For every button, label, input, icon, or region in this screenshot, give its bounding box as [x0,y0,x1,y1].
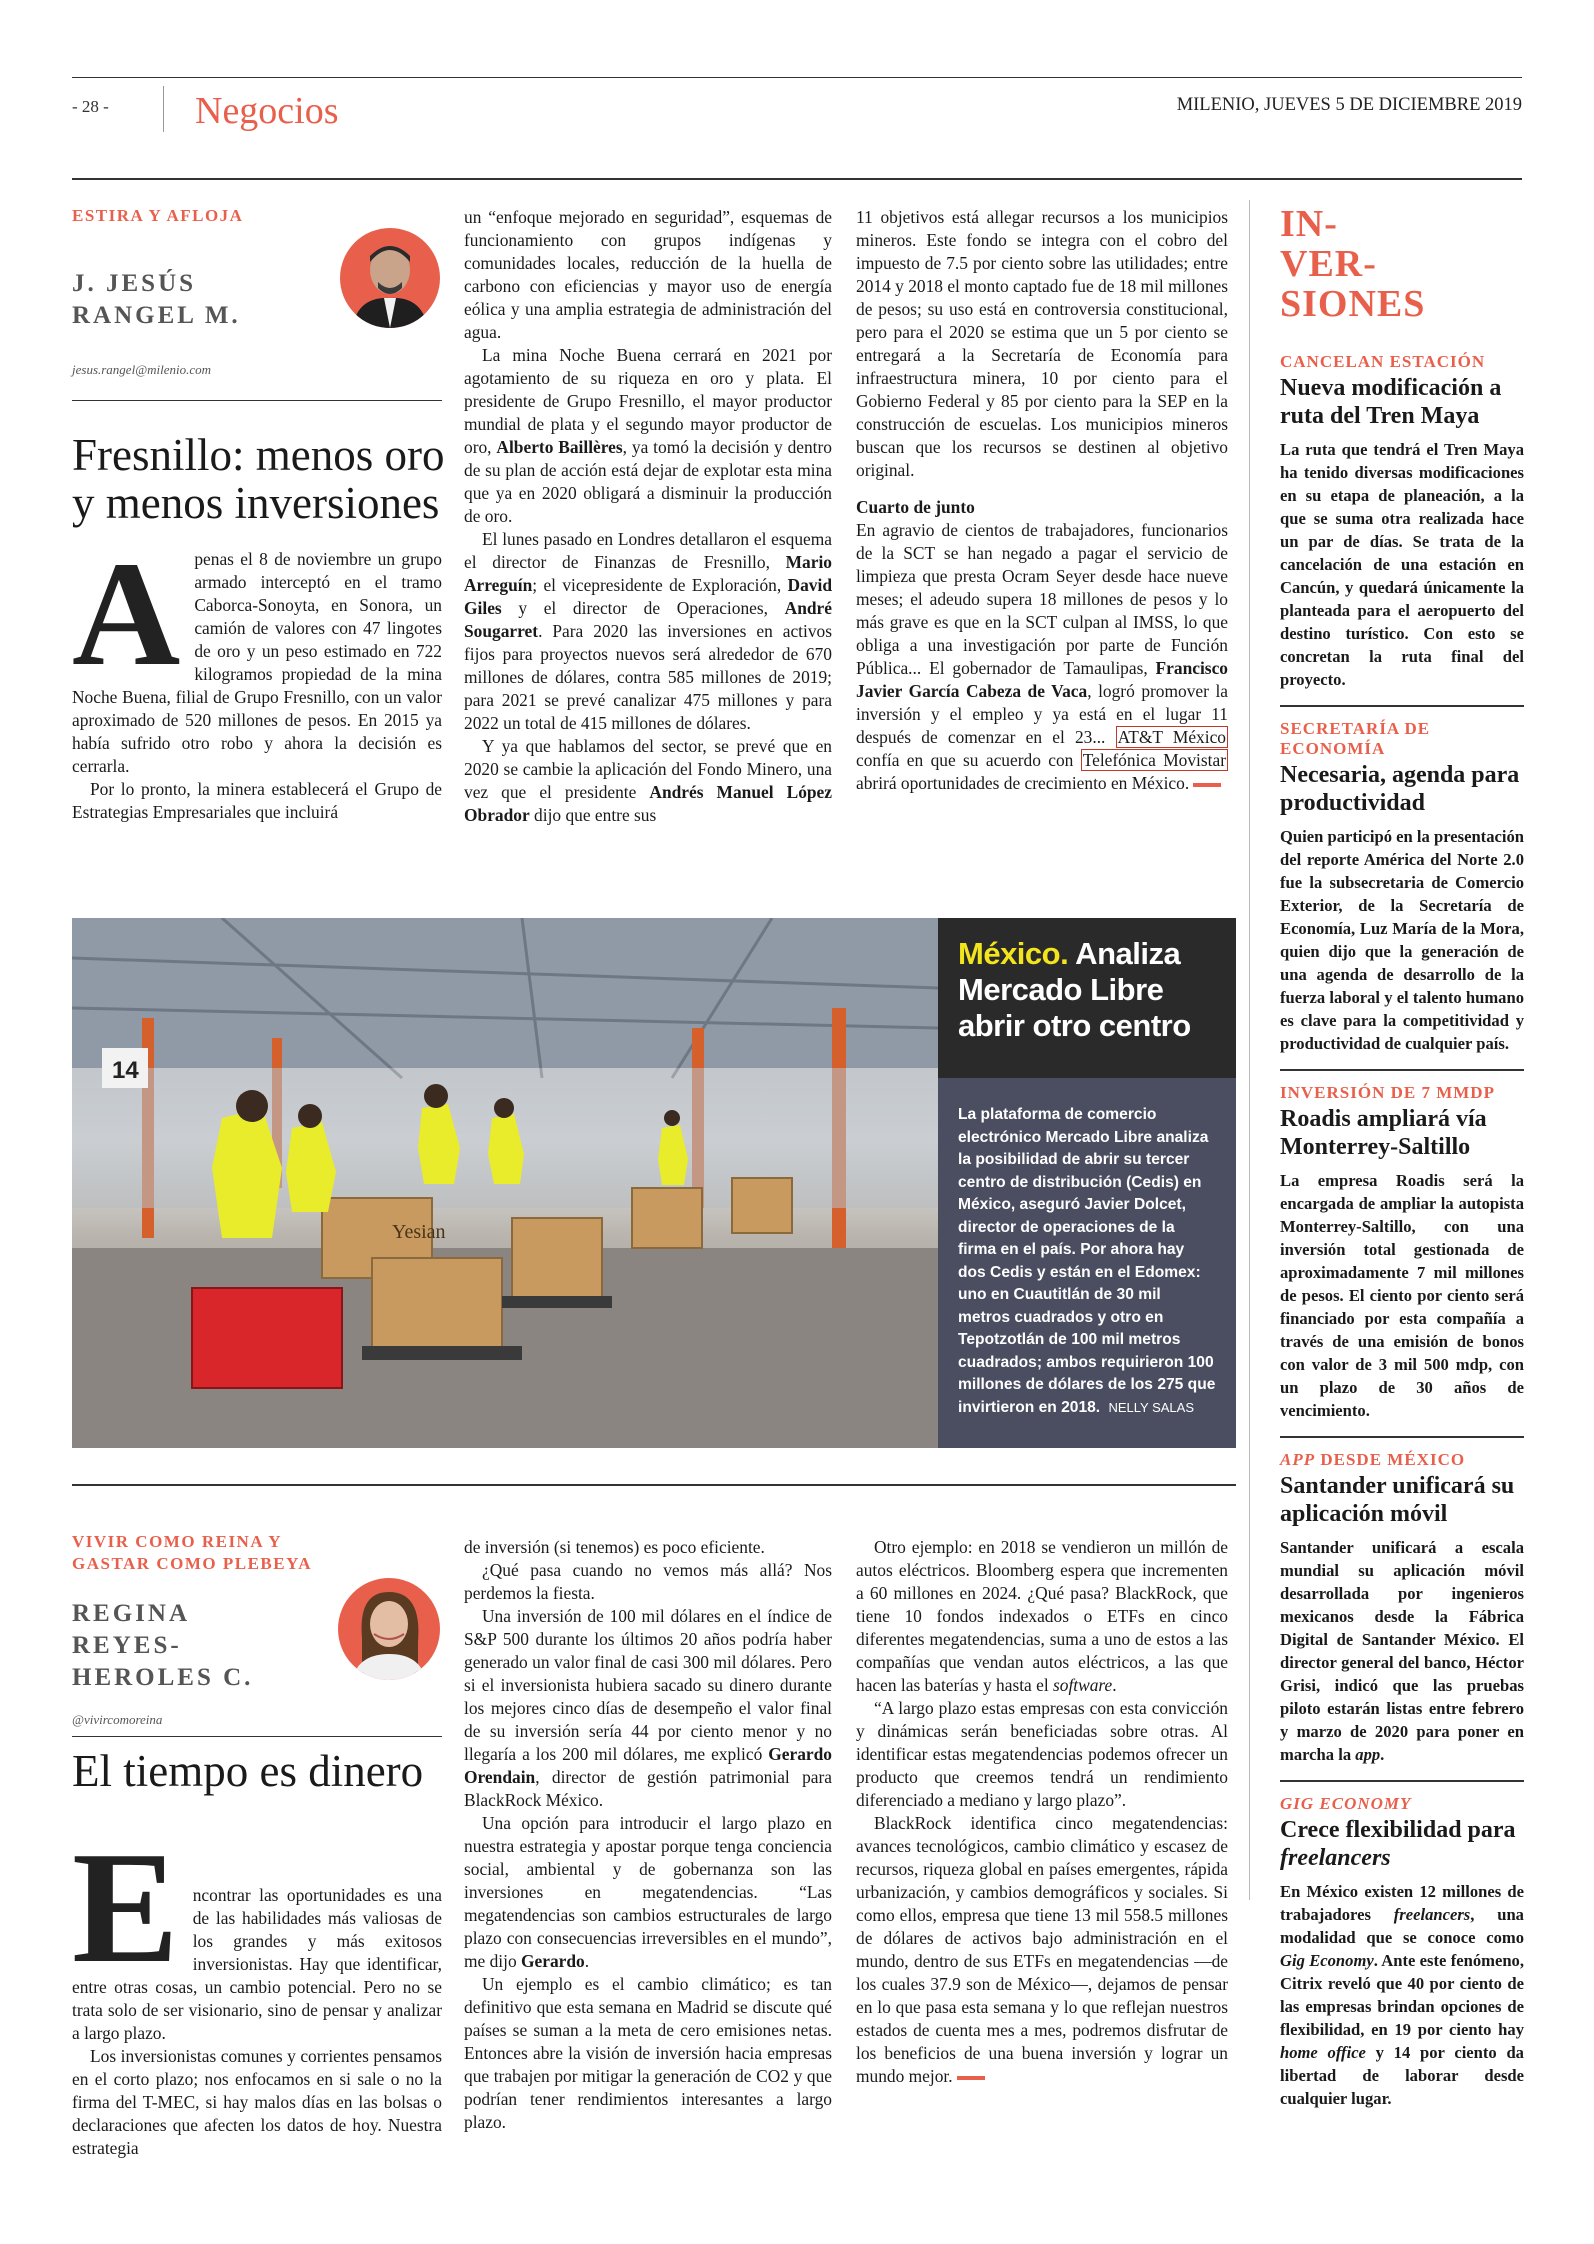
section-rule [72,1484,1236,1486]
section-tag: ESTIRA Y AFLOJA [72,206,244,225]
person-name: Francisco Javier García Cabeza de Vaca [856,658,1228,701]
end-mark [957,2076,985,2080]
bay-number: 14 [112,1057,139,1084]
headline-accent: México. [958,936,1069,971]
column-6 [856,1536,1228,2088]
article-headline: El tiempo es dinero [72,1746,424,1796]
author-portrait [338,1578,440,1680]
author-name-line3: HEROLES C. [72,1664,254,1691]
person-name: André Sougarret [464,598,832,641]
author-handle: @vivircomoreina [72,1712,163,1727]
paragraph: de inversión (si tenemos) es poco eficiente. [464,1537,765,1557]
photo-text-box [938,1078,1236,1448]
lead-text: ncontrar las oportunidades es una de las habilidades más valiosas de los grandes y más exitosos inversionistas. Hay que identificar, entre otras cosas, un cambio potencial. Pero no se trata solo de ser visionario, sino de pensar y analizar a largo plazo. [72,1885,442,2043]
paragraph: Por lo pronto, la minera establecerá el Grupo de Estrategias Empresariales que incluirá [72,779,442,822]
sidebar-divider [1280,705,1524,707]
paragraph: 11 objetivos está allegar recursos a los municipios mineros. Este fondo se integra con el cobro del impuesto de 7.5 por ciento sobre las utilidades; entre 2014 y 2018 el monto captado fue de 18 mil millones de pesos; su uso está en controversia constitucional, pero para el 2020 se estima que un 5 por ciento se entregará a la Secretaría de Economía para infraestructura minera, 10 por ciento para el Gobierno Federal y 85 por ciento para la SEP en la construcción de escuelas. Los municipios mineros buscan que los recursos se destinen al objetivo original. [856,207,1228,480]
photo-headline: México. Analiza Mercado Libre abrir otro centro [958,936,1191,1043]
page-number: - 28 - [72,97,109,116]
paragraph: En agravio de cientos de trabajadores, funcionarios de la SCT se han negado a pagar el servicio de limpieza que presta Ocram Seyer desde hace nueve meses; el adeudo supera 18 millones de pesos y lo más grave es que en la SCT culpan al IMSS, lo que obliga a una investigación por parte de Función Pública... El gobernador de Tamaulipas, Francisco Javier García Cabeza de Vaca, logró promover la inversión y el empleo y ya está en el lugar 11 después de comenzar en el 23... AT&T México confía en que su acuerdo con Telefónica Movistar abrirá oportunidades de crecimiento en México. [856,520,1229,793]
paragraph: “A largo plazo estas empresas con esta convicción y dinámicas serán beneficiadas sobre otras. Al identificar estas megatendencias podemos ofrecer un producto que creemos tendrá un rendimiento diferenciado a mediano y largo plazo”. [856,1698,1228,1810]
article-headline-line1: Fresnillo: menos oro [72,430,445,480]
paragraph: Una opción para introducir el largo plazo en nuestra estrategia y apostar porque tenga conciencia social, ambiental y de gobernanza son las inversiones en megatendencias. “Las megatendencias son cambios estructurales de largo plazo con consecuencias irreversibles en el mundo”, me dijo Gerardo. [464,1813,832,1971]
author-portrait [340,228,440,328]
author-name-line1: REGINA [72,1600,191,1627]
author-name-line2: REYES- [72,1632,182,1659]
author-divider [72,400,442,401]
article-headline-line2: y menos inversiones [72,478,440,528]
author-name-line2: RANGEL M. [72,302,241,329]
photo-headline-box [938,918,1236,1078]
paragraph: Otro ejemplo: en 2018 se vendieron un millón de autos eléctricos. Bloomberg espera que incrementen a 60 millones en 2024. ¿Qué pasa? BlackRock, que tiene 10 fondos indexados o ETFs en cinco diferentes megatendencias, suma a uno de estos a las compañías que vendan autos eléctricos, a las que hacen las baterías y hasta el software. [856,1537,1228,1695]
paragraph: Los inversionistas comunes y corrientes pensamos en el corto plazo; nos enfocamos en si sale o no la firma del T-MEC, si hay malos días en las bolsas o declaraciones que afecten los datos de hoy. Nuestra estrategia [72,2046,442,2158]
paragraph: un “enfoque mejorado en seguridad”, esquemas de funcionamiento con grupos indígenas y comunidades locales, reducción de la huella de carbono con eficiencias y mayor uso de energía eólica y una amplia estrategia de administración del agua. [464,207,832,342]
sidebar-divider [1280,1436,1524,1438]
company-name: Telefónica Movistar [1082,750,1226,770]
top-rule [72,77,1522,78]
person-name: David Giles [464,575,832,618]
sidebar-item-tren-maya: CANCELAN ESTACIÓN Nueva modificación a ruta del Tren Maya La ruta que tendrá el Tren Maya ha tenido diversas modificaciones en su etapa de planeación, a la que se suma otra realizada hace un par de días. Se trata de la cancelación de una estación en Cancún, y quedará únicamente la planteada para el aeropuerto del destino turístico. Con esto se concretan la ruta final del proyecto. [1280,352,1524,689]
paragraph: El lunes pasado en Londres detallaron el esquema el director de Finanzas de Fresnillo, Mario Arreguín; el vicepresidente de Exploración, David Giles y el director de Operaciones, André Sougarret. Para 2020 las inversiones en activos fijos para proyectos nuevos será alrededor de 670 millones de dólares, contra 585 millones de 2019; para 2021 se prevé canalizar 475 millones y para 2022 un total de 415 millones de dólares. [464,529,832,733]
paragraph: BlackRock identifica cinco megatendencias: avances tecnológicos, cambio climático y escasez de recursos, riqueza global en países emergentes, rápida urbanización, y cambios demográficos y sociales. Si como ellos, empresa que tiene 13 mil 558.5 millones de dólares de activos bajo administración en el mundo, dentro de sus ETFs en megatendencias —de los cuales 37.9 son de México—, dejamos de pensar en lo que pasa esta semana y lo que reflejan nuestros estados de cuenta mes a mes, podremos disfrutar de los beneficios de una buena inversión y lograr un mundo mejor. [856,1813,1228,2086]
end-mark [1193,783,1221,787]
subhead: Cuarto de junto [856,497,975,517]
sidebar-item-economia: SECRETARÍA DE ECONOMÍA Necesaria, agenda para productividad Quien participó en la presentación del reporte América del Norte 2.0 fue la subsecretaria de Comercio Exterior, de la Secretaría de Economía, Luz María de la Mora, quien dijo que la generación de una agenda de desarrollo de la fuerza laboral y el talento humano es clave para la competitividad y productividad de cualquier país. [1280,719,1524,1053]
paragraph: Y ya que hablamos del sector, se prevé que en 2020 se cambie la aplicación del Fondo Minero, una vez que el presidente Andrés Manuel López Obrador dijo que entre sus [464,736,832,825]
column-5 [464,1536,832,2134]
drop-cap: A [72,531,181,697]
header-bottom-rule [72,178,1522,180]
sidebar-item-santander: APP DESDE MÉXICO Santander unificará su aplicación móvil Santander unificará a escala mundial su aplicación móvil desarrollada por ingenieros mexicanos desde la Fábrica Digital de Santander México. El director general del banco, Héctor Grisi, indicó que las pruebas piloto estarán listas entre febrero y marzo de 2020 para poner en marcha la app. [1280,1450,1524,1764]
sidebar-divider [1280,1780,1524,1782]
section-title: Negocios [195,90,339,132]
author-photo [340,228,440,328]
box-brand-label: Yesian [392,1221,446,1243]
company-name: AT&T México [1117,727,1226,747]
photo-credit: NELLY SALAS [1108,1399,1194,1415]
sidebar-divider [1280,1069,1524,1071]
author-divider [72,1736,442,1737]
person-name: Gerardo [521,1951,585,1971]
person-name: Gerardo Orendain [464,1744,832,1787]
person-name: Mario Arreguín [464,552,832,595]
drop-cap: E [72,1818,179,1996]
paragraph: Una inversión de 100 mil dólares en el índice de S&P 500 durante los últimos 20 años podría haber generado un valor final de casi 300 mil dólares. Pero si el inversionista hubiera sacado su dinero durante los mejores cinco días de desempeño el valor final de su inversión sería 44 por ciento menor y no llegaría a los 200 mil dólares, me explicó Gerardo Orendain, director de gestión patrimonial para BlackRock México. [464,1606,832,1810]
paragraph: Un ejemplo es el cambio climático; es tan definitivo que esta semana en Madrid se discute qué países se suman a la meta de cero emisiones netas. Entonces abre la visión de inversión hacia empresas que trabajen por mitigar la generación de CO2 y que podrían tener rendimientos interesantes a largo plazo. [464,1974,832,2132]
person-name: Andrés Manuel López Obrador [464,782,832,825]
sidebar-title: IN- VER- SIONES [1280,203,1426,325]
warehouse-illustration [72,918,938,1448]
warehouse-photo [72,918,938,1448]
masthead-date: MILENIO, JUEVES 5 DE DICIEMBRE 2019 [1176,95,1522,115]
sidebar-inversiones [1280,204,1524,2110]
sidebar-item-gig-economy: GIG ECONOMY Crece flexibilidad para freelancers En México existen 12 millones de trabajadores freelancers, una modalidad que se conoce como Gig Economy. Ante este fenómeno, Citrix reveló que 40 por ciento de las empresas brindan opciones de flexibilidad, en 19 por ciento hay home office y 14 por ciento da libertad de laborar desde cualquier lugar. [1280,1794,1524,2108]
section-tag-line2: GASTAR COMO PLEBEYA [72,1554,313,1573]
person-name: Alberto Baillères [496,437,623,457]
paragraph: La mina Noche Buena cerrará en 2021 por agotamiento de su riqueza en oro y plata. El presidente de Grupo Fresnillo, el mayor productor mundial de plata y el segundo mayor productor de oro, Alberto Baillères, ya tomó la decisión y dentro de su plan de acción está dejar de explotar esta mina que ya en 2020 obligará a disminuir la producción de oro. [464,345,833,526]
author-photo [338,1578,440,1680]
sidebar-item-roadis: INVERSIÓN DE 7 MMDP Roadis ampliará vía Monterrey-Saltillo La empresa Roadis será la encargada de ampliar la autopista Monterrey-Saltillo, con una inversión total gestionada de aproximadamente 7 mil millones de pesos. El ciento por ciento será financiado por esta compañía a través de una emisión de bonos con valor de 3 mil 500 mdp, con un plazo de 30 años de vencimiento. [1280,1083,1524,1420]
lead-text: penas el 8 de noviembre un grupo armado interceptó en el tramo Caborca-Sonoyta, en Sonora, un camión de valores con 47 lingotes de oro y un peso estimado en 722 kilogramos propiedad de la mina Noche Buena, filial de Grupo Fresnillo, con un valor aproximado de 520 millones de pesos. En 2015 ya había sufrido otro robo y ahora la decisión es cerrarla. [72,549,442,776]
column-3 [856,206,1228,795]
article-body [72,531,442,824]
person-name: Luz María de la Mora [1359,919,1520,938]
column-2 [464,206,832,827]
author-name-line1: J. JESÚS [72,270,197,297]
article-body [72,1818,442,2160]
photo-caption: La plataforma de comercio electrónico Mercado Libre analiza la posibilidad de abrir su tercer centro de distribución (Cedis) en México, aseguró Javier Dolcet, director de operaciones de la firma en el país. Por ahora hay dos Cedis y están en el Edomex: uno en Cuautitlán de 30 mil metros cuadrados y otro en Tepotzotlán de 100 mil metros cuadrados; ambos requirieron 100 millones de dólares de los 275 que invirtieron en 2018. NELLY SALAS [958,1106,1216,1416]
section-tag-line1: VIVIR COMO REINA Y [72,1532,283,1551]
paragraph: ¿Qué pasa cuando no vemos más allá? Nos perdemos la fiesta. [464,1560,832,1603]
header-divider [163,86,164,132]
sidebar-divider [1249,200,1250,1900]
author-email: jesus.rangel@milenio.com [72,362,212,377]
